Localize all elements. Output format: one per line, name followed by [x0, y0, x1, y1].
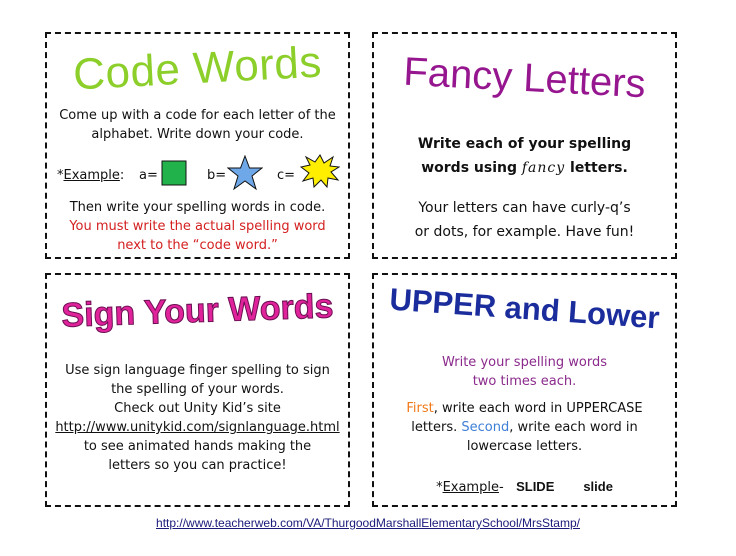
- upper-lower-example: [382, 477, 667, 497]
- unitykid-link[interactable]: http://www.unitykid.com/signlanguage.html: [55, 420, 340, 435]
- first-word: First: [406, 401, 434, 416]
- sign-words-body: [55, 361, 340, 475]
- fancy-letters-title: Fancy Letters: [402, 49, 647, 107]
- upper-example-asterisk: *: [436, 480, 443, 495]
- code-words-intro: [55, 106, 340, 144]
- code-words-line3: Then write your spelling words in code.: [69, 200, 326, 215]
- b-label: b=: [207, 168, 227, 183]
- example-colon: :: [119, 168, 125, 183]
- fancy-letters-sub: [382, 196, 667, 244]
- upper-purple1: Write your spelling words: [441, 355, 608, 370]
- fancy-letters-main: [382, 132, 667, 180]
- a-label: a=: [139, 168, 158, 183]
- example-asterisk: *: [57, 168, 64, 183]
- letters-dot: letters.: [411, 420, 462, 435]
- sign-words-title: Sign Your Words: [60, 287, 335, 335]
- fancy-line4: or dots, for example. Have fun!: [414, 224, 635, 240]
- upper-example-dash: -: [498, 480, 504, 495]
- card-sign-your-words: [45, 273, 350, 507]
- footer-url[interactable]: http://www.teacherweb.com/VA/ThurgoodMarshallElementarySchool/MrsStamp/: [156, 516, 580, 530]
- fancy-line2-end: letters.: [565, 160, 628, 176]
- example-label: Example: [63, 168, 120, 183]
- upper-purple2: two times each.: [472, 374, 577, 389]
- fancy-line2-start: words using: [421, 160, 522, 176]
- fancy-line1: Write each of your spelling: [417, 136, 632, 152]
- code-words-red-line2: next to the “code word.”: [117, 238, 278, 253]
- after-first: , write each word in UPPERCASE: [433, 401, 643, 416]
- code-words-line1: Come up with a code for each letter of the: [59, 108, 336, 123]
- code-words-example-row: [57, 160, 347, 194]
- fancy-line2: [382, 156, 667, 180]
- second-word: Second: [461, 420, 510, 435]
- code-words-line2: alphabet. Write down your code.: [91, 127, 304, 142]
- card-fancy-letters: [372, 32, 677, 259]
- green-square-icon: [161, 160, 187, 186]
- sign-line4: to see animated hands making the: [83, 439, 312, 454]
- fancy-word: fancy: [521, 160, 566, 176]
- sign-line3: Check out Unity Kid’s site: [114, 401, 281, 416]
- code-words-instructions: [55, 198, 340, 255]
- upper-example-word: SLIDE: [516, 479, 555, 494]
- after-second: , write each word in: [509, 420, 638, 435]
- sign-line1: Use sign language finger spelling to sign: [65, 363, 330, 378]
- card-code-words: [45, 32, 350, 259]
- card-upper-and-lower: [372, 273, 677, 507]
- upper-line2: [382, 418, 667, 437]
- upper-lower-purple: [382, 353, 667, 391]
- code-words-red-line1: You must write the actual spelling word: [69, 219, 326, 234]
- upper-lower-title: UPPER and Lower: [388, 281, 661, 336]
- sign-line2: the spelling of your words.: [111, 382, 284, 397]
- yellow-burst-icon: [300, 154, 340, 188]
- upper-line3: lowercase letters.: [466, 439, 583, 454]
- c-label: c=: [277, 168, 296, 183]
- fancy-line3: Your letters can have curly-q’s: [418, 200, 631, 216]
- lower-example-word: slide: [583, 479, 613, 494]
- upper-line1: [382, 399, 667, 418]
- sign-line5: letters so you can practice!: [108, 458, 287, 473]
- upper-lower-instructions: [382, 399, 667, 456]
- upper-example-label: Example: [442, 480, 499, 495]
- example-label-group: [57, 168, 124, 183]
- blue-star-icon: [227, 155, 263, 191]
- code-words-title: Code Words: [71, 37, 323, 100]
